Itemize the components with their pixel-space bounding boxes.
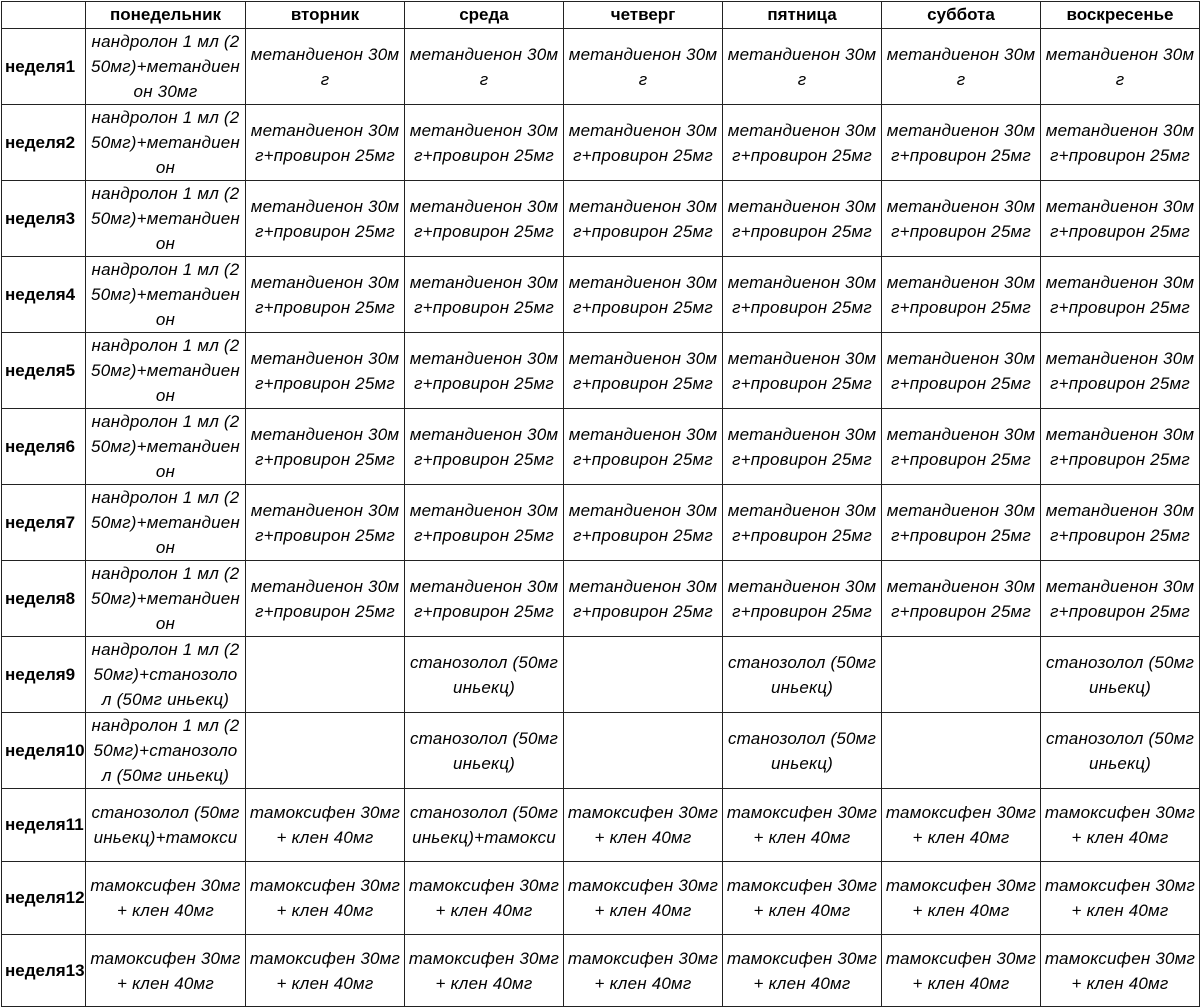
header-row xyxy=(2,2,1200,29)
schedule-cell: метандиенон 30мг+провирон 25мг xyxy=(246,409,405,485)
week-label: неделя8 xyxy=(2,561,86,637)
table-row xyxy=(2,789,1200,862)
schedule-cell xyxy=(882,713,1041,789)
schedule-cell: метандиенон 30мг xyxy=(405,29,564,105)
week-label: неделя3 xyxy=(2,181,86,257)
schedule-table xyxy=(1,1,1200,1007)
schedule-cell: метандиенон 30мг+провирон 25мг xyxy=(405,181,564,257)
schedule-cell: тамоксифен 30мг+ клен 40мг xyxy=(405,862,564,935)
schedule-cell xyxy=(564,713,723,789)
schedule-cell: метандиенон 30мг+провирон 25мг xyxy=(1041,333,1200,409)
week-label: неделя13 xyxy=(2,935,86,1007)
week-label: неделя11 xyxy=(2,789,86,862)
schedule-cell: станозолол (50мг иньекц) xyxy=(723,637,882,713)
schedule-cell: метандиенон 30мг+провирон 25мг xyxy=(1041,561,1200,637)
schedule-cell: метандиенон 30мг+провирон 25мг xyxy=(882,181,1041,257)
schedule-cell: метандиенон 30мг xyxy=(564,29,723,105)
week-label: неделя2 xyxy=(2,105,86,181)
schedule-cell: метандиенон 30мг+провирон 25мг xyxy=(564,105,723,181)
schedule-cell: метандиенон 30мг+провирон 25мг xyxy=(723,105,882,181)
schedule-cell: тамоксифен 30мг+ клен 40мг xyxy=(1041,789,1200,862)
schedule-cell: метандиенон 30мг+провирон 25мг xyxy=(723,257,882,333)
schedule-cell: метандиенон 30мг+провирон 25мг xyxy=(564,561,723,637)
schedule-cell: метандиенон 30мг+провирон 25мг xyxy=(405,257,564,333)
schedule-cell: метандиенон 30мг+провирон 25мг xyxy=(405,333,564,409)
day-header-tuesday: вторник xyxy=(246,2,405,29)
table-row xyxy=(2,257,1200,333)
table-row xyxy=(2,105,1200,181)
schedule-cell: тамоксифен 30мг+ клен 40мг xyxy=(1041,862,1200,935)
schedule-cell: метандиенон 30мг+провирон 25мг xyxy=(246,105,405,181)
schedule-cell: метандиенон 30мг+провирон 25мг xyxy=(564,485,723,561)
schedule-body xyxy=(2,29,1200,1007)
schedule-cell: метандиенон 30мг+провирон 25мг xyxy=(1041,409,1200,485)
schedule-cell: метандиенон 30мг+провирон 25мг xyxy=(564,181,723,257)
schedule-cell: нандролон 1 мл (250мг)+метандиенон xyxy=(86,333,246,409)
table-row xyxy=(2,333,1200,409)
schedule-cell: метандиенон 30мг xyxy=(1041,29,1200,105)
schedule-cell: метандиенон 30мг+провирон 25мг xyxy=(882,257,1041,333)
schedule-cell: метандиенон 30мг+провирон 25мг xyxy=(723,333,882,409)
table-row xyxy=(2,561,1200,637)
schedule-cell: метандиенон 30мг+провирон 25мг xyxy=(1041,485,1200,561)
week-label: неделя12 xyxy=(2,862,86,935)
schedule-cell: станозолол (50мг иньекц) xyxy=(1041,713,1200,789)
schedule-cell: тамоксифен 30мг+ клен 40мг xyxy=(405,935,564,1007)
schedule-cell: станозолол (50мг иньекц) xyxy=(405,637,564,713)
schedule-cell: станозолол (50мг иньекц) xyxy=(405,713,564,789)
schedule-cell: тамоксифен 30мг+ клен 40мг xyxy=(86,862,246,935)
schedule-cell: метандиенон 30мг+провирон 25мг xyxy=(1041,105,1200,181)
table-row xyxy=(2,181,1200,257)
day-header-sunday: воскресенье xyxy=(1041,2,1200,29)
schedule-cell: метандиенон 30мг+провирон 25мг xyxy=(564,409,723,485)
schedule-cell: тамоксифен 30мг+ клен 40мг xyxy=(564,862,723,935)
schedule-cell: метандиенон 30мг+провирон 25мг xyxy=(723,561,882,637)
schedule-cell: метандиенон 30мг+провирон 25мг xyxy=(723,485,882,561)
schedule-cell: тамоксифен 30мг+ клен 40мг xyxy=(246,862,405,935)
schedule-cell: нандролон 1 мл (250мг)+станозолол (50мг иньекц) xyxy=(86,713,246,789)
schedule-cell: метандиенон 30мг+провирон 25мг xyxy=(882,561,1041,637)
schedule-cell: станозолол (50мг иньекц) xyxy=(723,713,882,789)
schedule-cell: нандролон 1 мл (250мг)+метандиенон xyxy=(86,257,246,333)
schedule-cell: метандиенон 30мг+провирон 25мг xyxy=(246,181,405,257)
schedule-cell: метандиенон 30мг+провирон 25мг xyxy=(246,561,405,637)
schedule-cell: метандиенон 30мг+провирон 25мг xyxy=(882,409,1041,485)
table-row xyxy=(2,637,1200,713)
schedule-cell: метандиенон 30мг+провирон 25мг xyxy=(246,257,405,333)
week-label: неделя7 xyxy=(2,485,86,561)
day-header-friday: пятница xyxy=(723,2,882,29)
week-label: неделя4 xyxy=(2,257,86,333)
schedule-cell: метандиенон 30мг+провирон 25мг xyxy=(1041,181,1200,257)
schedule-cell: тамоксифен 30мг+ клен 40мг xyxy=(1041,935,1200,1007)
table-row xyxy=(2,713,1200,789)
schedule-cell: метандиенон 30мг+провирон 25мг xyxy=(246,333,405,409)
week-label: неделя6 xyxy=(2,409,86,485)
schedule-cell: метандиенон 30мг+провирон 25мг xyxy=(723,181,882,257)
schedule-cell: метандиенон 30мг+провирон 25мг xyxy=(405,409,564,485)
schedule-cell: нандролон 1 мл (250мг)+метандиенон xyxy=(86,409,246,485)
schedule-cell: тамоксифен 30мг+ клен 40мг xyxy=(882,862,1041,935)
day-header-monday: понедельник xyxy=(86,2,246,29)
week-label: неделя5 xyxy=(2,333,86,409)
schedule-cell: метандиенон 30мг+провирон 25мг xyxy=(405,561,564,637)
table-row xyxy=(2,29,1200,105)
schedule-cell xyxy=(882,637,1041,713)
schedule-cell: нандролон 1 мл (250мг)+метандиенон xyxy=(86,105,246,181)
schedule-cell: нандролон 1 мл (250мг)+станозолол (50мг иньекц) xyxy=(86,637,246,713)
schedule-cell: метандиенон 30мг+провирон 25мг xyxy=(564,333,723,409)
schedule-cell: метандиенон 30мг+провирон 25мг xyxy=(882,105,1041,181)
schedule-cell: метандиенон 30мг+провирон 25мг xyxy=(882,333,1041,409)
table-row xyxy=(2,935,1200,1007)
corner-cell xyxy=(2,2,86,29)
schedule-cell: метандиенон 30мг+провирон 25мг xyxy=(246,485,405,561)
week-label: неделя10 xyxy=(2,713,86,789)
schedule-cell: метандиенон 30мг+провирон 25мг xyxy=(564,257,723,333)
schedule-cell xyxy=(564,637,723,713)
schedule-cell: тамоксифен 30мг+ клен 40мг xyxy=(564,935,723,1007)
schedule-cell: тамоксифен 30мг+ клен 40мг xyxy=(564,789,723,862)
schedule-cell: нандролон 1 мл (250мг)+метандиенон 30мг xyxy=(86,29,246,105)
schedule-cell: станозолол (50мг иньекц)+тамокси xyxy=(86,789,246,862)
schedule-cell: тамоксифен 30мг+ клен 40мг xyxy=(723,935,882,1007)
schedule-cell: метандиенон 30мг+провирон 25мг xyxy=(405,485,564,561)
schedule-cell: тамоксифен 30мг+ клен 40мг xyxy=(882,789,1041,862)
week-label: неделя1 xyxy=(2,29,86,105)
schedule-cell: тамоксифен 30мг+ клен 40мг xyxy=(246,935,405,1007)
table-row xyxy=(2,862,1200,935)
schedule-cell xyxy=(246,637,405,713)
schedule-cell: метандиенон 30мг+провирон 25мг xyxy=(882,485,1041,561)
schedule-cell: станозолол (50мг иньекц) xyxy=(1041,637,1200,713)
schedule-cell: нандролон 1 мл (250мг)+метандиенон xyxy=(86,485,246,561)
day-header-saturday: суббота xyxy=(882,2,1041,29)
schedule-cell: метандиенон 30мг+провирон 25мг xyxy=(723,409,882,485)
schedule-cell: метандиенон 30мг+провирон 25мг xyxy=(1041,257,1200,333)
week-label: неделя9 xyxy=(2,637,86,713)
schedule-cell: нандролон 1 мл (250мг)+метандиенон xyxy=(86,181,246,257)
schedule-cell: метандиенон 30мг xyxy=(882,29,1041,105)
schedule-cell: метандиенон 30мг+провирон 25мг xyxy=(405,105,564,181)
schedule-cell: тамоксифен 30мг+ клен 40мг xyxy=(882,935,1041,1007)
schedule-cell: тамоксифен 30мг+ клен 40мг xyxy=(723,862,882,935)
schedule-cell: тамоксифен 30мг+ клен 40мг xyxy=(246,789,405,862)
table-row xyxy=(2,485,1200,561)
schedule-cell: станозолол (50мг иньекц)+тамокси xyxy=(405,789,564,862)
schedule-cell: нандролон 1 мл (250мг)+метандиенон xyxy=(86,561,246,637)
day-header-thursday: четверг xyxy=(564,2,723,29)
schedule-cell: метандиенон 30мг xyxy=(246,29,405,105)
schedule-cell: тамоксифен 30мг+ клен 40мг xyxy=(86,935,246,1007)
schedule-cell: метандиенон 30мг xyxy=(723,29,882,105)
day-header-wednesday: среда xyxy=(405,2,564,29)
table-row xyxy=(2,409,1200,485)
schedule-cell: тамоксифен 30мг+ клен 40мг xyxy=(723,789,882,862)
schedule-cell xyxy=(246,713,405,789)
